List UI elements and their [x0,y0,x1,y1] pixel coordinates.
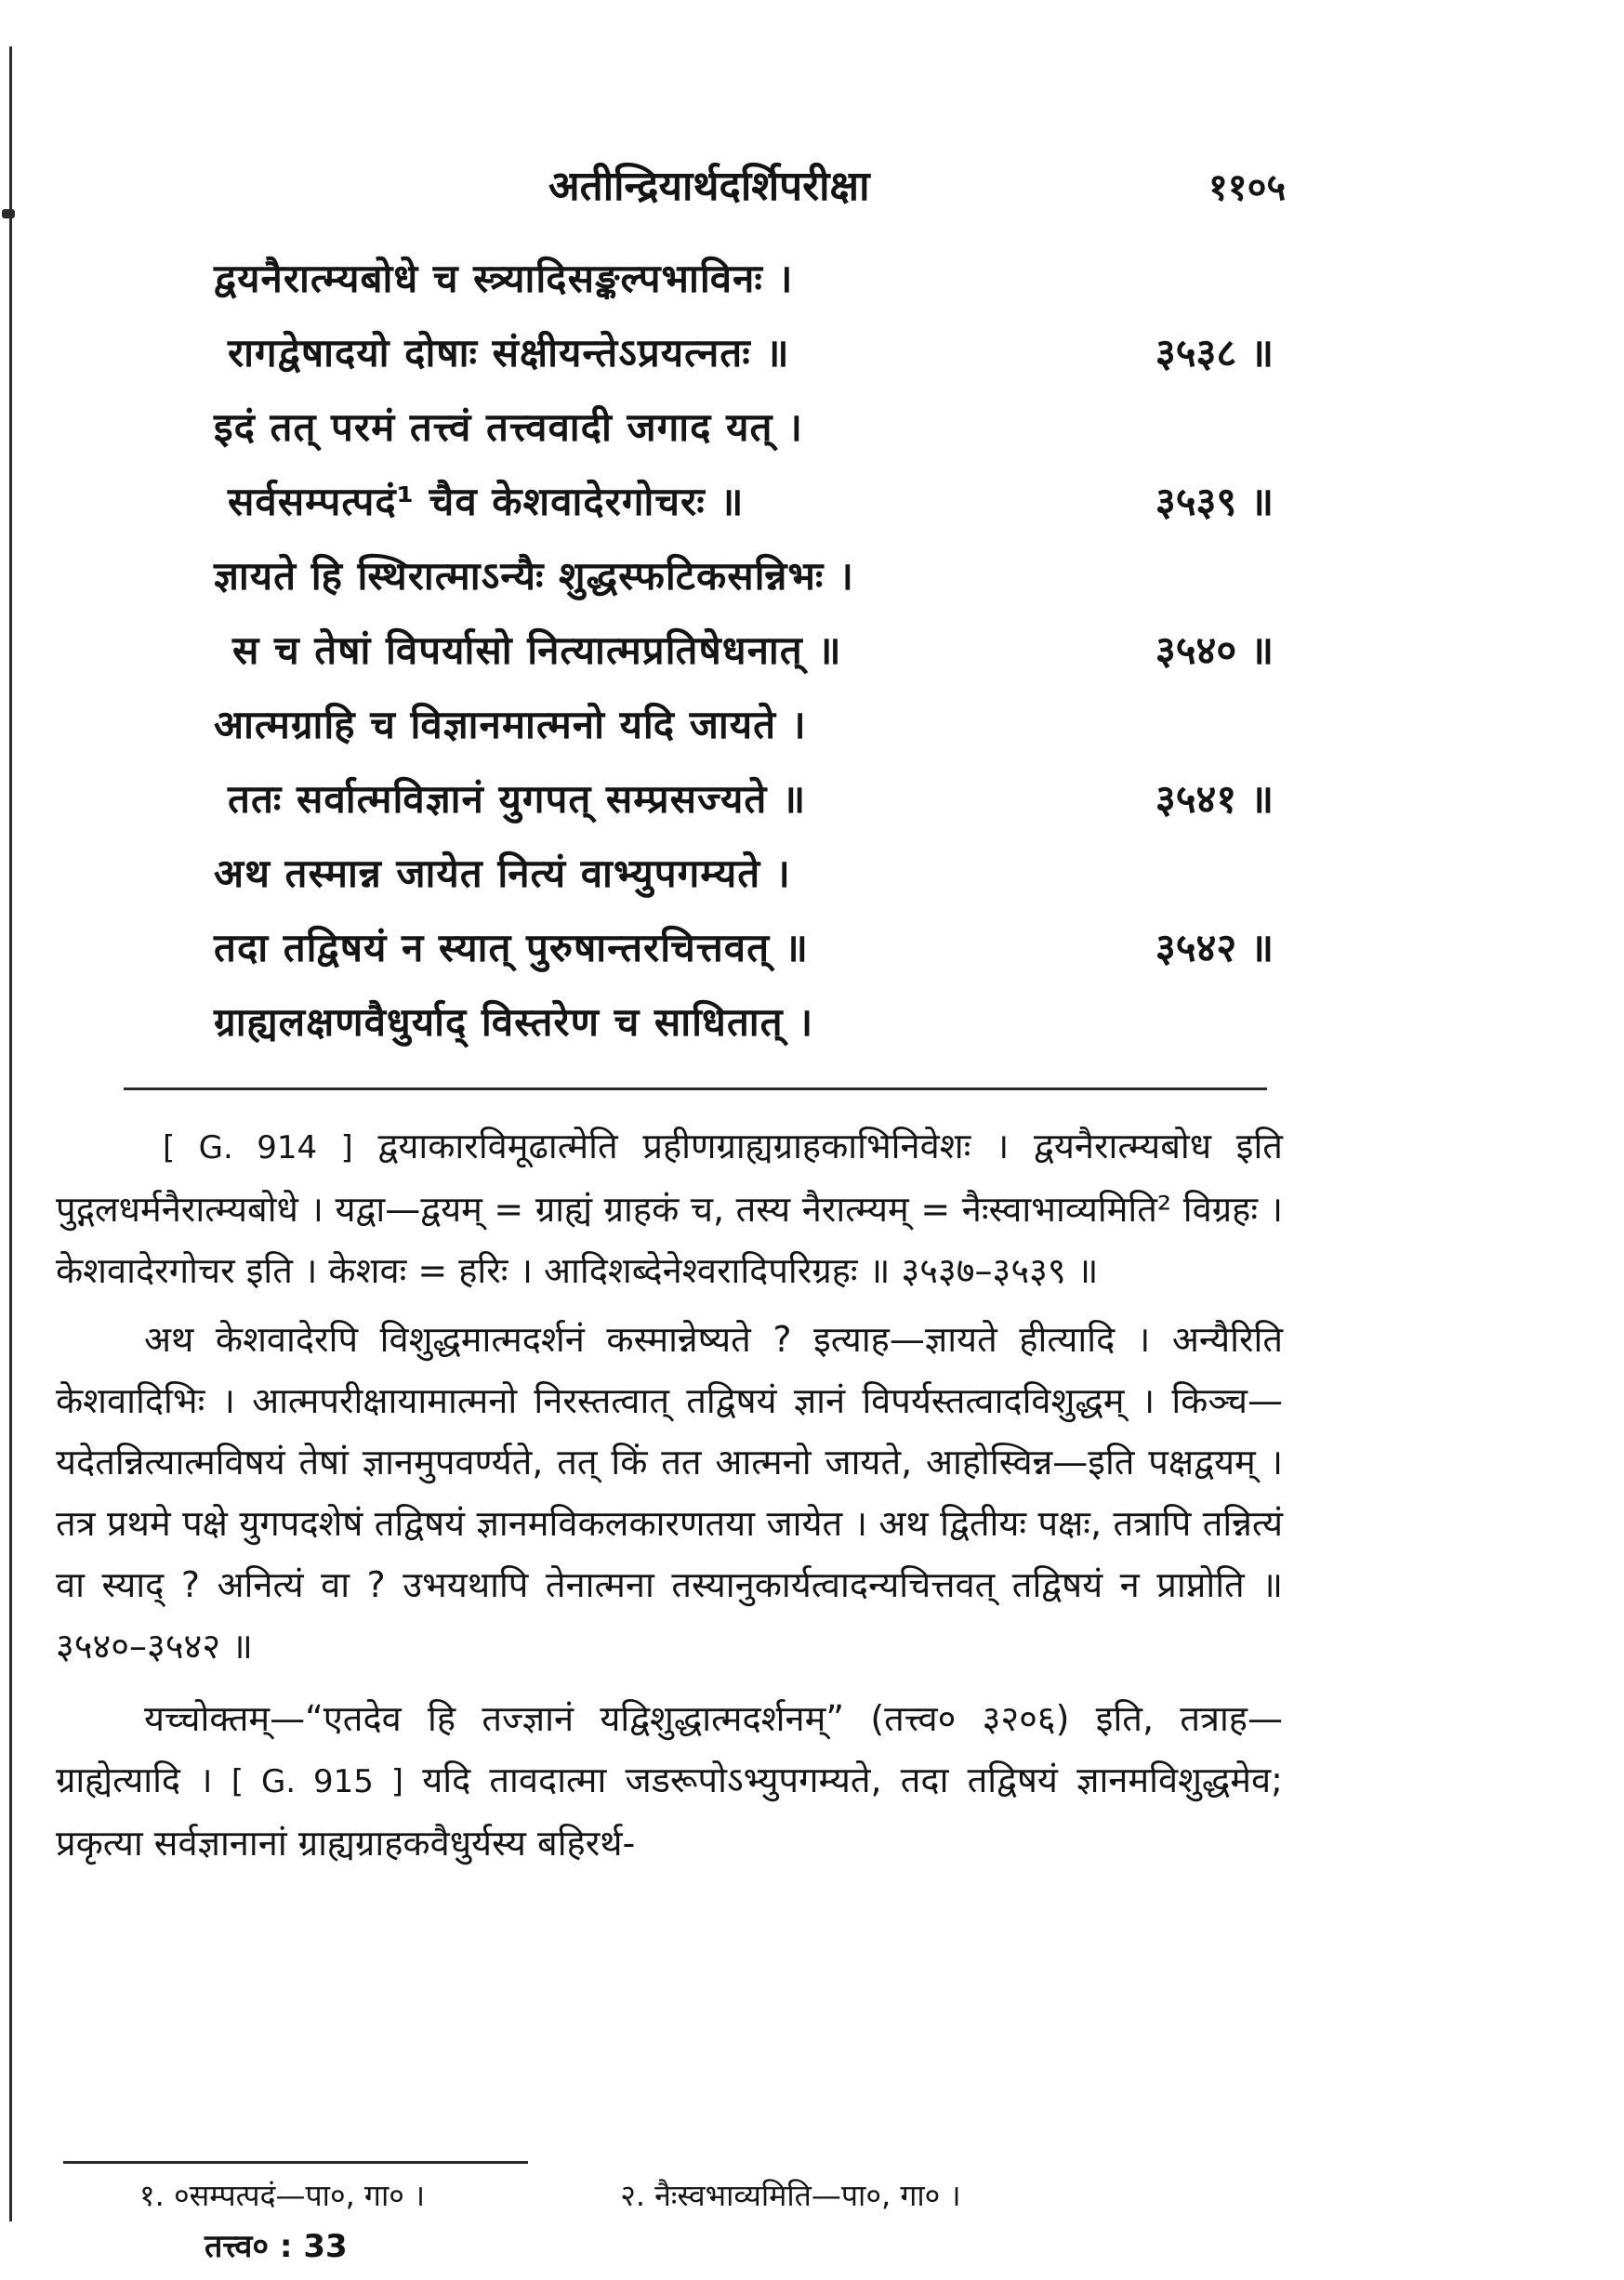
verse-line [214,920,1274,995]
verse-text: स च तेषां विपर्यासो नित्यात्मप्रतिषेधनात् ॥ [232,627,842,673]
commentary-text: यदि तावदात्मा जडरूपोऽभ्युपगम्यते, तदा तद्विषयं ज्ञानमविशुद्धमेव; प्रकृत्या सर्वज्ञानानां ग्राह्यग्राहकवैधुर्यस्य बहिरर्थ- [56,1759,1283,1864]
footnote: १. ०सम्पत्पदं—पा०, गा० । [139,2178,426,2213]
verse-text: इदं तत् परमं तत्त्वं तत्त्ववादी जगाद यत् । [214,404,803,450]
page-number: ११०५ [1208,166,1287,209]
verse-number: ३५३८ ॥ [1155,330,1274,376]
verse-text: तदा तद्विषयं न स्यात् पुरुषान्तरचित्तवत् ॥ [214,925,809,970]
commentary-text: द्वयाकारविमूढात्मेति प्रहीणग्राह्यग्राहकाभिनिवेशः । द्वयनैरात्म्यबोध इति पुद्गलधर्मनैरात्म्यबोधे । यद्वा—द्वयम् = ग्राह्यं ग्राहकं च, तस्य नैरात्म्यम् = नैःस्वाभाव्यमिति² विग्रहः । केशवादेरगोचर इति । केशवः = हरिः । आदिशब्देनेश्वरादिपरिग्रहः ॥ ३५३७–३५३९ ॥ [56,1126,1283,1291]
footnotes [139,2175,1255,2215]
verse-number: ३५४१ ॥ [1155,776,1274,822]
commentary-paragraph [56,1688,1283,1874]
verse-line [214,400,1274,474]
verse-number: ३५३९ ॥ [1155,479,1274,524]
page-reference: [ G. 915 ] [231,1763,404,1800]
verse-commentary-divider [124,1087,1267,1090]
verse-number: ३५४२ ॥ [1155,925,1274,970]
verse-line [214,325,1274,400]
footnote-divider [63,2161,528,2164]
verse-text: ग्राह्यलक्षणवैधुर्याद् विस्तरेण च साधितात् । [214,999,814,1045]
verse-line [214,846,1274,920]
verse-line [214,771,1274,846]
verse-text: आत्मग्राहि च विज्ञानमात्मनो यदि जायते । [214,702,807,747]
commentary-block [56,1115,1283,1881]
commentary-paragraph [56,1309,1283,1677]
commentary-text: अथ केशवादेरपि विशुद्धमात्मदर्शनं कस्मान्नेष्यते ? इत्याह—ज्ञायते हीत्यादि । अन्यैरिति केशवादिभिः । आत्मपरीक्षायामात्मनो निरस्तत्वात् तद्विषयं ज्ञानं विपर्यस्तत्वादविशुद्धम् । किञ्च—यदेतन्नित्यात्मविषयं तेषां ज्ञानमुपवर्ण्यते, तत् किं तत आत्मनो जायते, आहोस्विन्न—इति पक्षद्वयम् । तत्र प्रथमे पक्षे युगपदशेषं तद्विषयं ज्ञानमविकलकारणतया जायेत । अथ द्वितीयः पक्षः, तत्रापि तन्नित्यं वा स्याद् ? अनित्यं वा ? उभयथापि तेनात्मना तस्यानुकार्यत्वादन्यचित्तवत् तद्विषयं न प्राप्नोति ॥ ३५४०–३५४२ ॥ [56,1319,1283,1667]
verse-line [214,623,1274,697]
verse-text: ततः सर्वात्मविज्ञानं युगपत् सम्प्रसज्यते ॥ [228,776,807,822]
left-margin-rule [9,46,12,2221]
running-title: अतीन्द्रियार्थदर्शिपरीक्षा [548,163,870,210]
footnote: २. नैःस्वभाव्यमिति—पा०, गा० । [620,2178,961,2213]
verse-line [214,995,1274,1069]
verse-text: सर्वसम्पत्पदं¹ चैव केशवादेरगोचरः ॥ [228,479,745,524]
verse-line [214,251,1274,325]
verse-line [214,548,1274,623]
verse-block [214,251,1274,1069]
verse-text: द्वयनैरात्म्यबोधे च स्त्र्यादिसङ्कल्पभाविनः । [214,256,794,301]
verse-number: ३५४० ॥ [1155,627,1274,673]
verse-text: अथ तस्मान्न जायेत नित्यं वाभ्युपगम्यते । [214,850,791,896]
page-header [0,156,1624,212]
verse-text: ज्ञायते हि स्थिरात्माऽन्यैः शुद्धस्फटिकसन्निभः । [214,553,854,599]
page-reference: [ G. 914 ] [163,1129,353,1166]
verse-text: रागद्वेषादयो दोषाः संक्षीयन्तेऽप्रयत्नतः ॥ [228,330,790,376]
verse-line [214,474,1274,548]
commentary-text: यच्चोक्तम्—“एतदेव हि तज्ज्ञानं यद्विशुद्धात्मदर्शनम्” (तत्त्व० ३२०६) इति, तत्राह—ग्राह्येत्यादि । [56,1698,1283,1800]
signature-mark: तत्त्व० : 33 [205,2228,348,2265]
verse-line [214,697,1274,771]
commentary-paragraph [56,1115,1283,1301]
